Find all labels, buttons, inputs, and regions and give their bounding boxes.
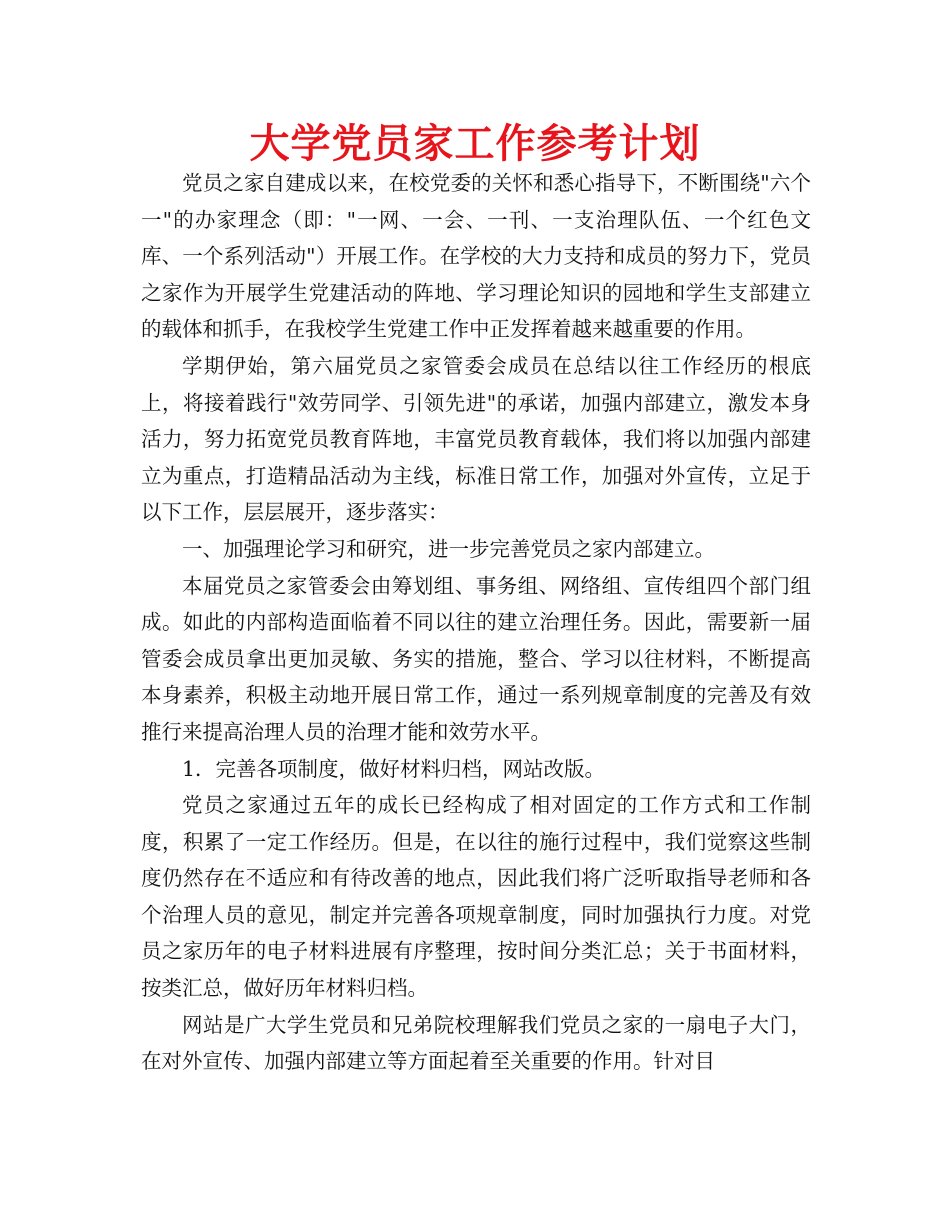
document-body [141,165,811,1080]
section-heading-1: 一、加强理论学习和研究，进一步完善党员之家内部建立。 [182,536,715,561]
paragraph-website: 网站是广大学生党员和兄弟院校理解我们党员之家的一扇电子大门，在对外宣传、加强内部建立等方面起着至关重要的作用。针对目 [141,1012,811,1074]
paragraph-committee: 本届党员之家管委会由筹划组、事务组、网络组、宣传组四个部门组成。如此的内部构造面临着不同以往的建立治理任务。因此，需要新一届管委会成员拿出更加灵敏、务实的措施，整合、学习以往材料，不断提高本身素养，积极主动地开展日常工作，通过一系列规章制度的完善及有效推行来提高治理人员的治理才能和效劳水平。 [141,573,811,744]
document-title: 大学党员家工作参考计划 [249,121,701,167]
paragraph-semester-plan: 学期伊始，第六届党员之家管委会成员在总结以往工作经历的根底上，将接着践行"效劳同学、引领先进"的承诺，加强内部建立，激发本身活力，努力拓宽党员教育阵地，丰富党员教育载体，我们将以加强内部建立为重点，打造精品活动为主线，标准日常工作，加强对外宣传，立足于以下工作，层层展开，逐步落实： [141,353,811,525]
subsection-heading-1: 1．完善各项制度，做好材料归档，网站改版。 [182,756,606,781]
paragraph-intro: 党员之家自建成以来，在校党委的关怀和悉心指导下，不断围绕"六个一"的办家理念（即："一网、一会、一刊、一支治理队伍、一个红色文库、一个系列活动"）开展工作。在学校的大力支持和成员的努力下，党员之家作为开展学生党建活动的阵地、学习理论知识的园地和学生支部建立的载体和抓手，在我校学生党建工作中正发挥着越来越重要的作用。 [141,171,811,342]
paragraph-systems: 党员之家通过五年的成长已经构成了相对固定的工作方式和工作制度，积累了一定工作经历。但是，在以往的施行过程中，我们觉察这些制度仍然存在不适应和有待改善的地点，因此我们将广泛听取指导老师和各个治理人员的意见，制定并完善各项规章制度，同时加强执行力度。对党员之家历年的电子材料进展有序整理，按时间分类汇总；关于书面材料，按类汇总，做好历年材料归档。 [141,793,811,1001]
